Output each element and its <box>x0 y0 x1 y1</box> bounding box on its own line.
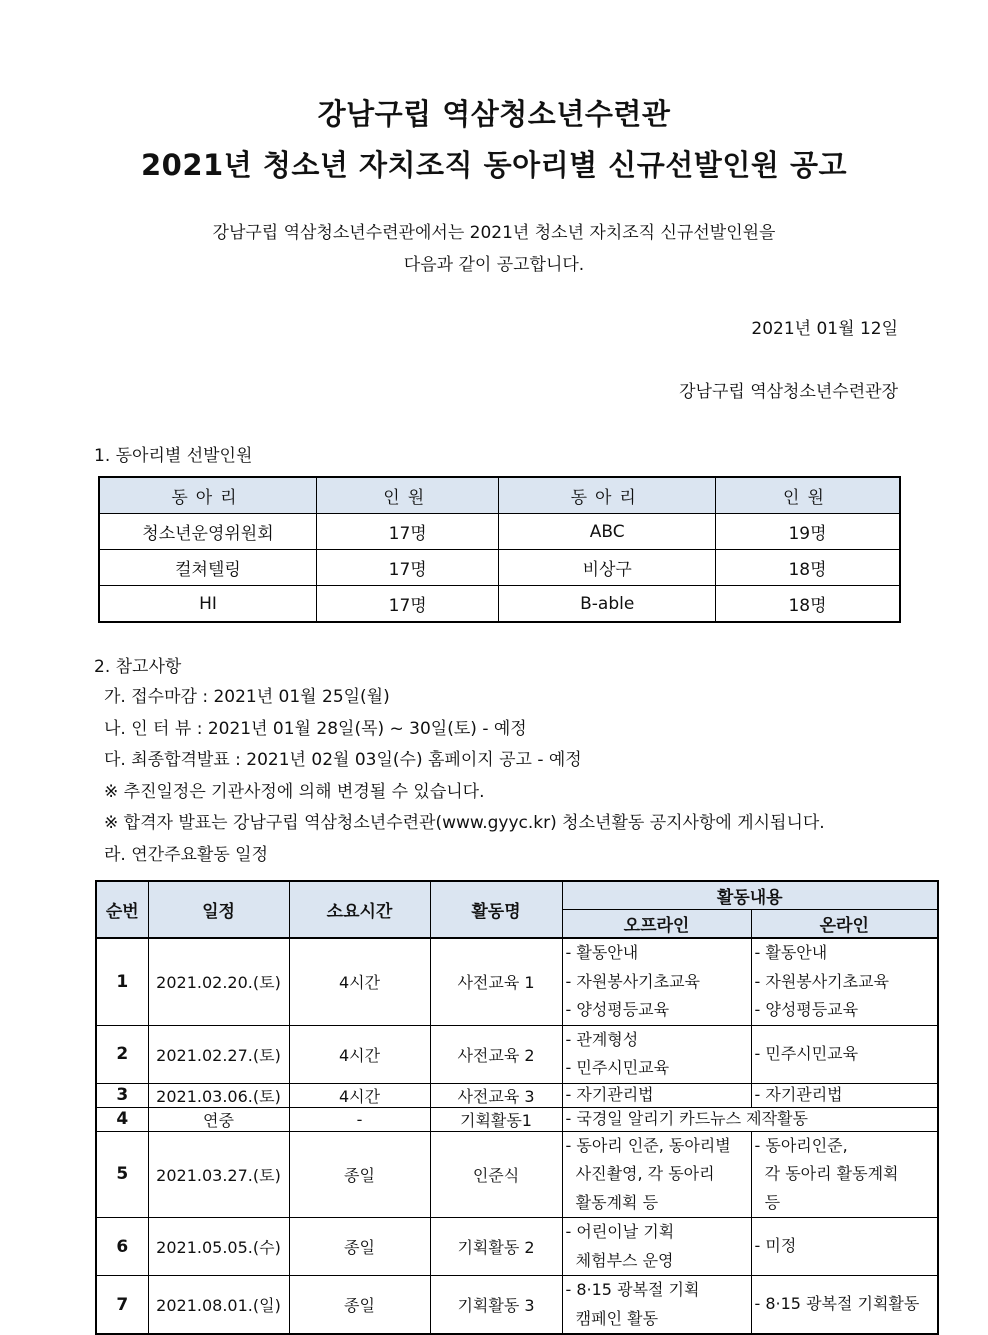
row-date: 연중 <box>148 1107 289 1131</box>
activity-line: - 동아리인준, <box>754 1135 848 1155</box>
activity-line: - 동아리 인준, 동아리별 <box>565 1135 731 1155</box>
row-date: 2021.03.27.(토) <box>148 1131 289 1218</box>
header-club: 동아리 <box>99 477 316 514</box>
intro-line-2: 다음과 같이 공고합니다. <box>403 255 585 275</box>
schedule-row <box>96 938 938 1025</box>
row-activity-name: 사전교육 1 <box>430 938 562 1025</box>
header-content: 활동내용 <box>562 881 938 910</box>
notes-list <box>104 682 825 871</box>
row-number: 4 <box>96 1107 148 1131</box>
header-no: 순번 <box>96 881 148 938</box>
document-title: 강남구립 역삼청소년수련관 <box>317 97 671 131</box>
row-content-merged <box>562 1107 938 1131</box>
section-2-title: 2. 참고사항 <box>94 657 182 677</box>
header-club: 동아리 <box>499 477 715 514</box>
row-offline <box>562 1083 751 1107</box>
note-item: 나. 인 터 뷰 : 2021년 01월 28일(목) ~ 30일(토) - 예정 <box>104 718 527 739</box>
club-name: 컬쳐텔링 <box>99 550 316 586</box>
row-online <box>751 1025 938 1083</box>
activity-line: - 미정 <box>754 1236 797 1256</box>
schedule-row <box>96 1218 938 1276</box>
activity-line: - 양성평등교육 <box>754 1000 859 1019</box>
notice-date: 2021년 01월 12일 <box>751 319 898 339</box>
activity-line: 등 <box>754 1192 781 1212</box>
intro-line-1: 강남구립 역삼청소년수련관에서는 2021년 청소년 자치조직 신규선발인원을 <box>212 223 776 243</box>
signature: 강남구립 역삼청소년수련관장 <box>679 382 898 402</box>
club-name: B-able <box>499 586 715 623</box>
schedule-body <box>96 938 938 1334</box>
row-offline <box>562 1276 751 1335</box>
schedule-header-row <box>96 881 938 910</box>
club-name: ABC <box>499 514 715 550</box>
row-duration: 종일 <box>289 1131 430 1218</box>
header-online: 온라인 <box>751 910 938 939</box>
club-count: 18명 <box>715 586 900 623</box>
note-item: ※ 합격자 발표는 강남구립 역삼청소년수련관(www.gyyc.kr) 청소년활동 공지사항에 게시됩니다. <box>104 813 825 833</box>
schedule-row <box>96 1083 938 1107</box>
activity-line: - 민주시민교육 <box>754 1043 859 1063</box>
activity-line: - 자기관리법 <box>754 1085 843 1104</box>
row-activity-name: 사전교육 2 <box>430 1025 562 1083</box>
row-offline <box>562 1131 751 1218</box>
row-online <box>751 1083 938 1107</box>
row-online <box>751 1276 938 1335</box>
row-online <box>751 1218 938 1276</box>
note-item: ※ 추진일정은 기관사정에 의해 변경될 수 있습니다. <box>104 781 485 802</box>
schedule-row <box>96 1107 938 1131</box>
row-activity-name: 기획활동 2 <box>430 1218 562 1276</box>
row-number: 3 <box>96 1083 148 1107</box>
activity-line: 각 동아리 활동계획 <box>754 1164 899 1183</box>
schedule-row <box>96 1276 938 1335</box>
activity-line: - 민주시민교육 <box>565 1058 670 1077</box>
row-date: 2021.02.20.(토) <box>148 938 289 1025</box>
table-row <box>99 586 900 623</box>
header-duration: 소요시간 <box>289 881 430 938</box>
header-count: 인원 <box>715 477 900 514</box>
activity-line: - 자기관리법 <box>565 1085 654 1104</box>
row-date: 2021.05.05.(수) <box>148 1218 289 1276</box>
club-count: 17명 <box>316 514 499 550</box>
row-online <box>751 938 938 1025</box>
row-date: 2021.08.01.(일) <box>148 1276 289 1335</box>
club-count: 17명 <box>316 586 499 623</box>
row-offline <box>562 938 751 1025</box>
section-1-title: 1. 동아리별 선발인원 <box>94 446 253 466</box>
club-name: 청소년운영위원회 <box>99 514 316 550</box>
activity-line: - 관계형성 <box>565 1029 639 1049</box>
club-name: HI <box>99 586 316 623</box>
row-activity-name: 인준식 <box>430 1131 562 1218</box>
row-duration: 4시간 <box>289 1083 430 1107</box>
club-table-header <box>99 477 900 514</box>
activity-line: 사진촬영, 각 동아리 <box>565 1164 715 1183</box>
header-count: 인원 <box>316 477 499 514</box>
table-row <box>99 514 900 550</box>
schedule-row <box>96 1131 938 1218</box>
row-duration: - <box>289 1107 430 1131</box>
activity-line: - 국경일 알리기 카드뉴스 제작활동 <box>565 1109 809 1128</box>
row-duration: 4시간 <box>289 1025 430 1083</box>
activity-line: - 활동안내 <box>754 943 828 962</box>
club-count: 19명 <box>715 514 900 550</box>
header-activity-name: 활동명 <box>430 881 562 938</box>
activity-line: - 자원봉사기초교육 <box>565 971 701 991</box>
activity-line: 체험부스 운영 <box>565 1250 674 1270</box>
document-subtitle: 2021년 청소년 자치조직 동아리별 신규선발인원 공고 <box>141 148 847 182</box>
row-activity-name: 사전교육 3 <box>430 1083 562 1107</box>
row-number: 1 <box>96 938 148 1025</box>
club-count: 18명 <box>715 550 900 586</box>
activity-line: 활동계획 등 <box>565 1192 659 1212</box>
row-duration: 종일 <box>289 1218 430 1276</box>
activity-line: - 활동안내 <box>565 943 639 962</box>
note-item: 다. 최종합격발표 : 2021년 02월 03일(수) 홈페이지 공고 - 예정 <box>104 750 582 770</box>
activity-line: - 어린이날 기획 <box>565 1222 675 1241</box>
row-offline <box>562 1218 751 1276</box>
row-online <box>751 1131 938 1218</box>
note-item: 가. 접수마감 : 2021년 01월 25일(월) <box>104 687 390 707</box>
club-quota-table <box>98 476 901 623</box>
header-offline: 오프라인 <box>562 910 751 939</box>
activity-line: - 양성평등교육 <box>565 1000 670 1019</box>
header-date: 일정 <box>148 881 289 938</box>
note-item: 라. 연간주요활동 일정 <box>104 844 269 865</box>
row-duration: 4시간 <box>289 938 430 1025</box>
row-activity-name: 기획활동1 <box>430 1107 562 1131</box>
row-number: 5 <box>96 1131 148 1218</box>
row-duration: 종일 <box>289 1276 430 1335</box>
table-row <box>99 550 900 586</box>
row-number: 2 <box>96 1025 148 1083</box>
schedule-table <box>95 880 939 1335</box>
row-number: 7 <box>96 1276 148 1335</box>
schedule-row <box>96 1025 938 1083</box>
activity-line: - 8·15 광복절 기획활동 <box>754 1294 920 1314</box>
row-offline <box>562 1025 751 1083</box>
activity-line: 캠페인 활동 <box>565 1308 659 1328</box>
club-count: 17명 <box>316 550 499 586</box>
row-number: 6 <box>96 1218 148 1276</box>
activity-line: - 자원봉사기초교육 <box>754 971 890 991</box>
row-date: 2021.03.06.(토) <box>148 1083 289 1107</box>
row-activity-name: 기획활동 3 <box>430 1276 562 1335</box>
row-date: 2021.02.27.(토) <box>148 1025 289 1083</box>
club-name: 비상구 <box>499 550 715 586</box>
activity-line: - 8·15 광복절 기획 <box>565 1280 700 1299</box>
